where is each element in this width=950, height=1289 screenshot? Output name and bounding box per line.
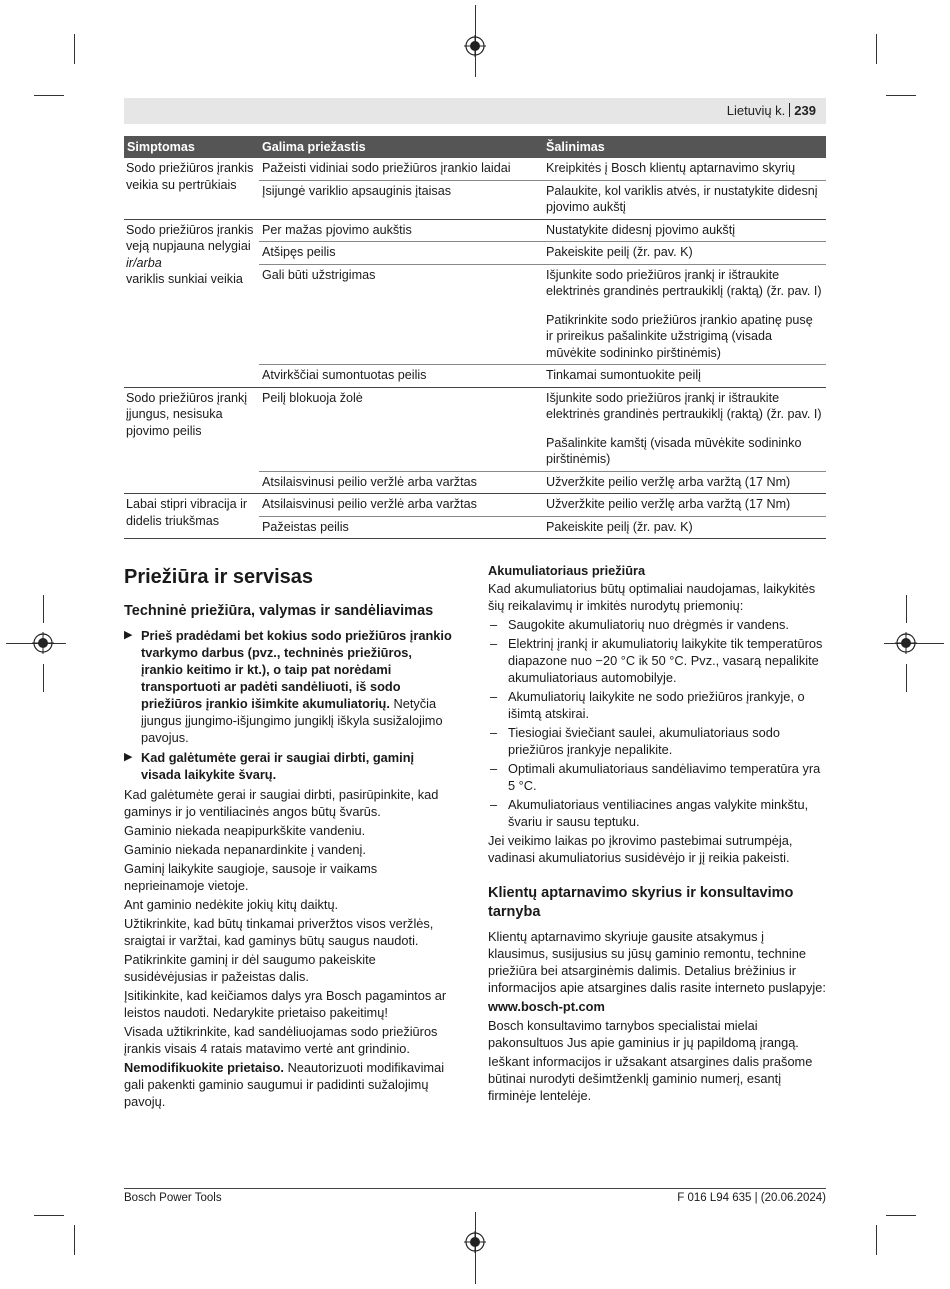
battery-title: Akumuliatoriaus priežiūra	[488, 563, 646, 578]
list-item-text: Tiesiogiai šviečiant saulei, akumuliatoriaus sodo priežiūros įrankyje nepalikite.	[508, 725, 780, 757]
paragraph: Ant gaminio nedėkite jokių kitų daiktų.	[124, 897, 339, 912]
paragraph: Patikrinkite gaminį ir dėl saugumo pakeiskite susidėvėjusias ir pažeistas dalis.	[124, 952, 376, 984]
crop-mark	[876, 34, 877, 64]
troubleshooting-table	[124, 136, 826, 539]
paragraph	[124, 1059, 456, 1110]
crop-mark	[886, 1215, 916, 1216]
left-column	[124, 562, 456, 1112]
crop-mark	[74, 34, 75, 64]
paragraph: Gaminio niekada nepanardinkite į vandenį.	[124, 842, 366, 857]
list-item-text: Elektrinį įrankį ir akumuliatorių laikykite tik temperatūros diapazone nuo −20 °C ik 50 °C. Pvz., vasarą nepalikite akumuliatoriaus automobilyje.	[508, 636, 823, 685]
cause-cell: Per mažas pjovimo aukštis	[259, 219, 543, 242]
symptom-cell: Sodo priežiūros įrankį įjungus, nesisuka pjovimo peilis	[124, 387, 259, 494]
table-row	[124, 158, 826, 180]
warning-item	[124, 749, 456, 783]
warning-bold: Prieš pradėdami bet kokius sodo priežiūros įrankio tvarkymo darbus (pvz., techninės priežiūros, įrankio keitimo ir kt.), o taip pat norėdami transportuoti ar padėti sandėliuoti, iš sodo priežiūros įrankio išimkite akumuliatorių.	[141, 628, 452, 711]
remedy-cell: Išjunkite sodo priežiūros įrankį ir ištraukite elektrinės grandinės pertraukiklį (raktą) (žr. pav. I)	[546, 267, 822, 298]
symptom-cell: Sodo priežiūros įrankis veikia su pertrūkiais	[124, 158, 259, 219]
section-title: Priežiūra ir servisas	[124, 566, 314, 588]
list-item-text: Akumuliatoriaus ventiliacines angas valykite minkštu, švariu ir sausu teptuku.	[508, 797, 809, 829]
list-item-text: Akumuliatorių laikykite ne sodo priežiūros įrankyje, o išimtą atskirai.	[508, 689, 805, 721]
paragraph-bold: Nemodifikuokite prietaiso.	[124, 1060, 284, 1075]
table-row	[124, 387, 826, 433]
dash-icon: –	[490, 725, 498, 740]
symptom-text: variklis sunkiai veikia	[126, 272, 243, 286]
crop-mark	[34, 1215, 64, 1216]
symptom-cell	[124, 219, 259, 387]
paragraph-text: Neautorizuoti modifikavimai gali pakenkti gaminio saugumui ir padidinti sužalojimų pavojų.	[124, 1060, 445, 1109]
footer-doc-number: F 016 L94 635 | (20.06.2024)	[677, 1192, 826, 1204]
cause-cell: Pažeisti vidiniai sodo priežiūros įrankio laidai	[259, 158, 543, 180]
list-item	[488, 724, 826, 758]
warning-bold: Kad galėtumėte gerai ir saugiai dirbti, gaminį visada laikykite švarų.	[141, 750, 415, 782]
list-item	[488, 616, 826, 633]
cause-cell: Atsilaisvinusi peilio veržlė arba varžtas	[259, 471, 543, 494]
warning-text: Netyčia įjungus įjungimo-išjungimo jungiklį iškyla susižalojimo pavojus.	[141, 696, 443, 745]
crop-mark	[876, 1225, 877, 1255]
paragraph: Įsitikinkite, kad keičiamos dalys yra Bosch pagamintos ar leistos naudoti. Nedarykite prietaiso pakeitimų!	[124, 988, 447, 1020]
page-number: 239	[794, 103, 816, 118]
cause-cell: Įsijungė variklio apsauginis įtaisas	[259, 180, 543, 219]
remedy-cell: Pakeiskite peilį (žr. pav. K)	[543, 516, 826, 539]
service-title: Klientų aptarnavimo skyrius ir konsultavimo tarnyba	[488, 885, 794, 920]
service-url-link[interactable]: www.bosch-pt.com	[488, 999, 605, 1014]
table-row	[124, 219, 826, 242]
page-header	[124, 98, 826, 124]
dash-icon: –	[490, 636, 498, 651]
list-item-text: Optimali akumuliatoriaus sandėliavimo temperatūra yra 5 °C.	[508, 761, 821, 793]
list-item	[488, 760, 826, 794]
remedy-cell: Palaukite, kol variklis atvės, ir nustatykite didesnį pjovimo aukštį	[543, 180, 826, 219]
list-item	[488, 688, 826, 722]
paragraph: Klientų aptarnavimo skyriuje gausite atsakymus į klausimus, susijusius su jūsų gaminio remontu, technine priežiūra bei atsarginėmis dalimis. Detalius brėžinius ir informacijos apie atsargines dalis rasite interneto puslapyje:	[488, 929, 826, 995]
cause-cell: Atvirkščiai sumontuotas peilis	[259, 365, 543, 388]
triangle-right-icon: ▶	[124, 629, 133, 641]
registration-mark-icon	[32, 632, 54, 654]
symptom-conjunction: ir/arba	[126, 255, 162, 270]
header-language: Lietuvių k.	[726, 103, 786, 118]
crop-mark	[34, 95, 64, 96]
dash-icon: –	[490, 797, 498, 812]
cause-cell: Peilį blokuoja žolė	[262, 390, 363, 405]
dash-icon: –	[490, 689, 498, 704]
dash-icon: –	[490, 617, 498, 632]
registration-mark-icon	[464, 1231, 486, 1253]
crop-mark	[886, 95, 916, 96]
crop-mark	[906, 595, 907, 623]
cause-cell: Pažeistas peilis	[259, 516, 543, 539]
table-header-row	[124, 136, 826, 158]
header-text	[727, 103, 816, 118]
remedy-cell: Pašalinkite kamštį (visada mūvėkite sodininko pirštinėmis)	[543, 433, 826, 472]
paragraph: Bosch konsultavimo tarnybos specialistai mielai pakonsultuos Jus apie gaminius ir jų papildomą įrangą.	[488, 1018, 799, 1050]
paragraph: Gaminio niekada neapipurkškite vandeniu.	[124, 823, 366, 838]
footer-brand: Bosch Power Tools	[124, 1192, 222, 1204]
battery-list	[488, 616, 826, 830]
crop-mark	[74, 1225, 75, 1255]
table-header-cell: Simptomas	[124, 136, 259, 158]
registration-mark-icon	[464, 35, 486, 57]
table-row	[124, 494, 826, 517]
remedy-cell: Užveržkite peilio veržlę arba varžtą (17 Nm)	[543, 471, 826, 494]
cause-cell: Gali būti užstrigimas	[262, 267, 376, 282]
footer-divider	[124, 1188, 826, 1189]
table-header-cell: Šalinimas	[543, 136, 826, 158]
registration-mark-icon	[895, 632, 917, 654]
warning-item	[124, 627, 456, 746]
remedy-cell: Nustatykite didesnį pjovimo aukštį	[543, 219, 826, 242]
cause-cell: Atsilaisvinusi peilio veržlė arba varžtas	[259, 494, 543, 517]
dash-icon: –	[490, 761, 498, 776]
symptom-text: Sodo priežiūros įrankis veją nupjauna nelygiai	[126, 222, 254, 253]
remedy-cell: Pakeiskite peilį (žr. pav. K)	[543, 242, 826, 265]
table-header-cell: Galima priežastis	[259, 136, 543, 158]
triangle-right-icon: ▶	[124, 751, 133, 763]
right-column	[488, 562, 826, 1106]
crop-mark	[906, 664, 907, 692]
remedy-cell: Patikrinkite sodo priežiūros įrankio apatinę pusę ir prireikus pašalinkite užstrigimą (visada mūvėkite sodininko pirštinėmis)	[543, 310, 826, 365]
paragraph: Užtikrinkite, kad būtų tinkamai priveržtos visos veržlės, sraigtai ir varžtai, kad gaminys būtų saugus naudoti.	[124, 916, 434, 948]
remedy-cell: Tinkamai sumontuokite peilį	[543, 365, 826, 388]
section-subtitle: Techninė priežiūra, valymas ir sandėliavimas	[124, 603, 434, 619]
paragraph: Gaminį laikykite saugioje, sausoje ir vaikams neprieinamoje vietoje.	[124, 861, 378, 893]
symptom-cell: Labai stipri vibracija ir didelis triukšmas	[124, 494, 259, 539]
list-item-text: Saugokite akumuliatorių nuo drėgmės ir vandens.	[508, 617, 789, 632]
remedy-cell: Užveržkite peilio veržlę arba varžtą (17 Nm)	[543, 494, 826, 517]
paragraph: Jei veikimo laikas po įkrovimo pastebimai sutrumpėja, vadinasi akumuliatorius susidėvėjo ir jį reikia pakeisti.	[488, 833, 793, 865]
paragraph: Ieškant informacijos ir užsakant atsargines dalis prašome būtinai nurodyti dešimtženklį gaminio numerį, esantį firminėje lentelėje.	[488, 1054, 813, 1103]
crop-mark	[43, 595, 44, 623]
list-item	[488, 796, 826, 830]
header-separator	[789, 103, 790, 117]
list-item	[488, 635, 826, 686]
paragraph: Visada užtikrinkite, kad sandėliuojamas sodo priežiūros įrankis visais 4 ratais matavimo vertė ant grindinio.	[124, 1024, 438, 1056]
paragraph: Kad galėtumėte gerai ir saugiai dirbti, pasirūpinkite, kad gaminys ir jo ventiliacinės angos būtų švarūs.	[124, 787, 439, 819]
paragraph: Kad akumuliatorius būtų optimaliai naudojamas, laikykitės šių reikalavimų ir imkitės nurodytų priemonių:	[488, 581, 816, 613]
remedy-cell: Kreipkitės į Bosch klientų aptarnavimo skyrių	[543, 158, 826, 180]
cause-cell: Atšipęs peilis	[259, 242, 543, 265]
remedy-cell: Išjunkite sodo priežiūros įrankį ir ištraukite elektrinės grandinės pertraukiklį (raktą) (žr. pav. I)	[546, 390, 822, 421]
crop-mark	[43, 664, 44, 692]
